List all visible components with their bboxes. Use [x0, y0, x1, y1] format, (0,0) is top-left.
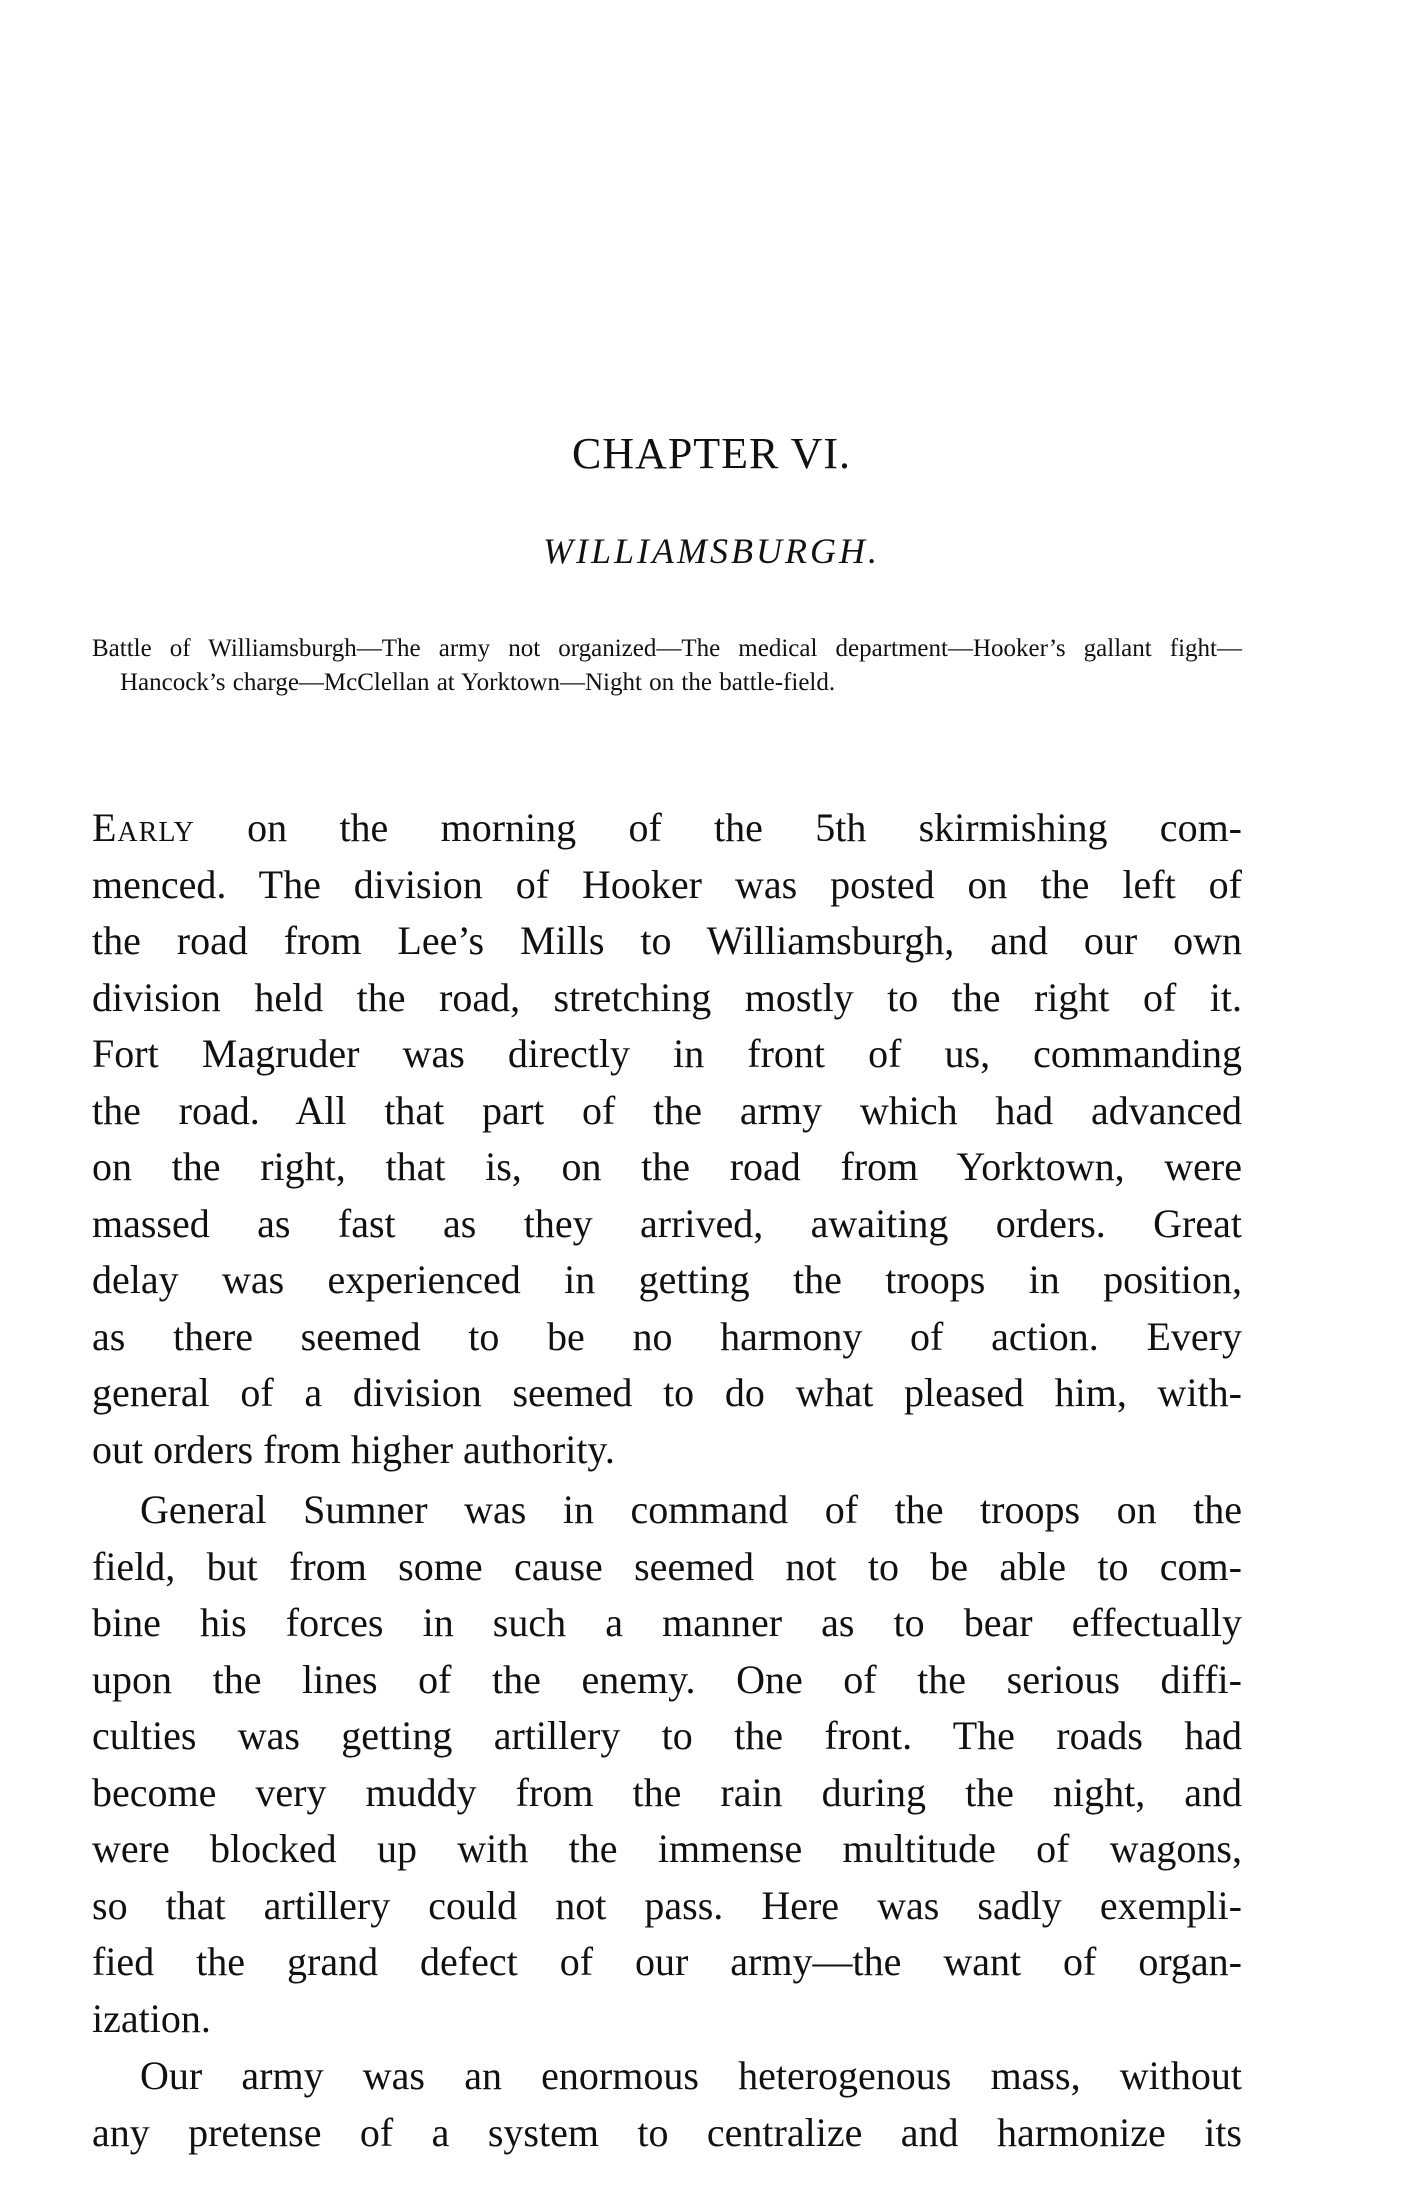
text-line: Fort Magruder was directly in front of us, commanding: [92, 1031, 1242, 1076]
text-line: any pretense of a system to centralize and harmonize its: [92, 2109, 1242, 2155]
drop-lead-word: Early: [92, 805, 195, 850]
text-line: culties was getting artillery to the front. The roads had: [92, 1713, 1242, 1758]
text-line: bine his forces in such a manner as to bear effectually: [92, 1600, 1242, 1645]
text-line: were blocked up with the immense multitude of wagons,: [92, 1826, 1242, 1871]
text-line: menced. The division of Hooker was posted on the left of: [92, 861, 1242, 907]
text-segment: on the morning of the 5th skirmishing com-: [194, 805, 1242, 850]
text-line: Our army was an enormous heterogenous mass, without: [140, 2053, 1242, 2098]
text-line: massed as fast as they arrived, awaiting orders. Great: [92, 1200, 1242, 1246]
chapter-number: CHAPTER VI.: [571, 429, 852, 478]
text-line: General Sumner was in command of the troops on the: [140, 1487, 1242, 1532]
text-line: as there seemed to be no harmony of action. Every: [92, 1313, 1242, 1359]
text-line: on the right, that is, on the road from Yorktown, were: [92, 1144, 1242, 1189]
text-line: become very muddy from the rain during the night, and: [92, 1769, 1242, 1815]
text-line: [92, 800, 1242, 857]
text-line: upon the lines of the enemy. One of the serious diffi-: [92, 1656, 1242, 1702]
chapter-title: WILLIAMSBURGH.: [543, 531, 880, 571]
text-line: field, but from some cause seemed not to be able to com-: [92, 1543, 1242, 1589]
text-line: general of a division seemed to do what pleased him, with-: [92, 1370, 1242, 1415]
text-line: the road. All that part of the army which had advanced: [92, 1087, 1242, 1133]
text-line: division held the road, stretching mostly to the right of it.: [92, 974, 1242, 1020]
paragraph-1: [92, 800, 1242, 1478]
paragraph-2: [92, 1482, 1242, 2047]
text-line: out orders from higher authority.: [92, 1426, 615, 1472]
text-line: so that artillery could not pass. Here was sadly exempli-: [92, 1882, 1242, 1928]
chapter-synopsis: Battle of Williamsburgh—The army not organized—The medical department—Hooker’s gallant fight—Hancock’s charge—McClellan at Yorktown—Night on the battle-field.: [92, 635, 1242, 696]
text-line: ization.: [92, 1995, 211, 2041]
text-line: delay was experienced in getting the troops in position,: [92, 1257, 1242, 1302]
text-line: the road from Lee’s Mills to Williamsburgh, and our own: [92, 918, 1242, 963]
paragraph-3: [92, 2048, 1242, 2161]
text-line: fied the grand defect of our army—the want of organ-: [92, 1939, 1242, 1984]
